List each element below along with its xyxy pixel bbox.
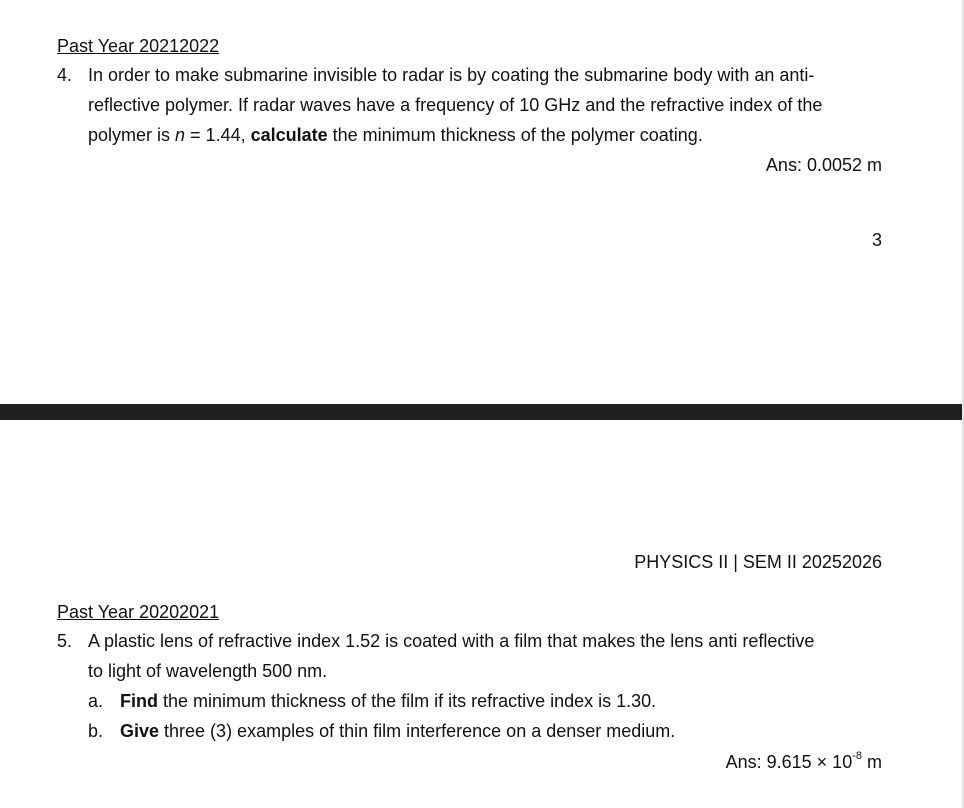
past-year-heading-2020: Past Year 20202021 [57, 602, 220, 622]
q4-line3-mid: = 1.44, [185, 125, 251, 145]
part-b-body: three (3) examples of thin film interference on a denser medium. [159, 721, 676, 741]
answer-exponent: -8 [852, 750, 862, 762]
part-b-keyword: Give [120, 721, 160, 741]
question-4-answer: Ans: 0.0052 m [765, 155, 882, 175]
q4-line3-post: the minimum thickness of the polymer coating. [327, 125, 703, 145]
q4-keyword-calculate: calculate [250, 125, 328, 145]
question-4-line-1: In order to make submarine invisible to radar is by coating the submarine body with an anti- [88, 65, 815, 85]
question-5-line-2: to light of wavelength 500 nm. [88, 661, 328, 681]
page-number: 3 [871, 230, 882, 250]
question-5-number: 5. [57, 631, 73, 651]
q4-line3-pre: polymer is [88, 125, 176, 145]
part-a-label: a. [88, 691, 104, 711]
question-4-line-2: reflective polymer. If radar waves have a frequency of 10 GHz and the refractive index of the [88, 95, 823, 115]
question-5-line-1: A plastic lens of refractive index 1.52 is coated with a film that makes the lens anti reflective [88, 631, 815, 651]
question-5-text [88, 626, 888, 686]
page-separator [0, 404, 964, 420]
question-4-number: 4. [57, 65, 73, 85]
refractive-index-variable: n [175, 125, 186, 145]
question-4-line-3 [88, 120, 888, 150]
answer-suffix: m [862, 752, 882, 772]
question-5-answer [726, 750, 882, 774]
answer-prefix: Ans: 9.615 × 10 [725, 752, 853, 772]
part-a-text [120, 686, 656, 716]
part-b-label: b. [88, 721, 104, 741]
part-a-body: the minimum thickness of the film if its refractive index is 1.30. [158, 691, 657, 711]
part-a-keyword: Find [120, 691, 158, 711]
past-year-heading-2021: Past Year 20212022 [57, 36, 220, 56]
part-b-text [120, 716, 675, 746]
question-4-text [88, 60, 888, 150]
page-header: PHYSICS II | SEM II 20252026 [634, 552, 882, 572]
page-bottom [0, 420, 964, 808]
